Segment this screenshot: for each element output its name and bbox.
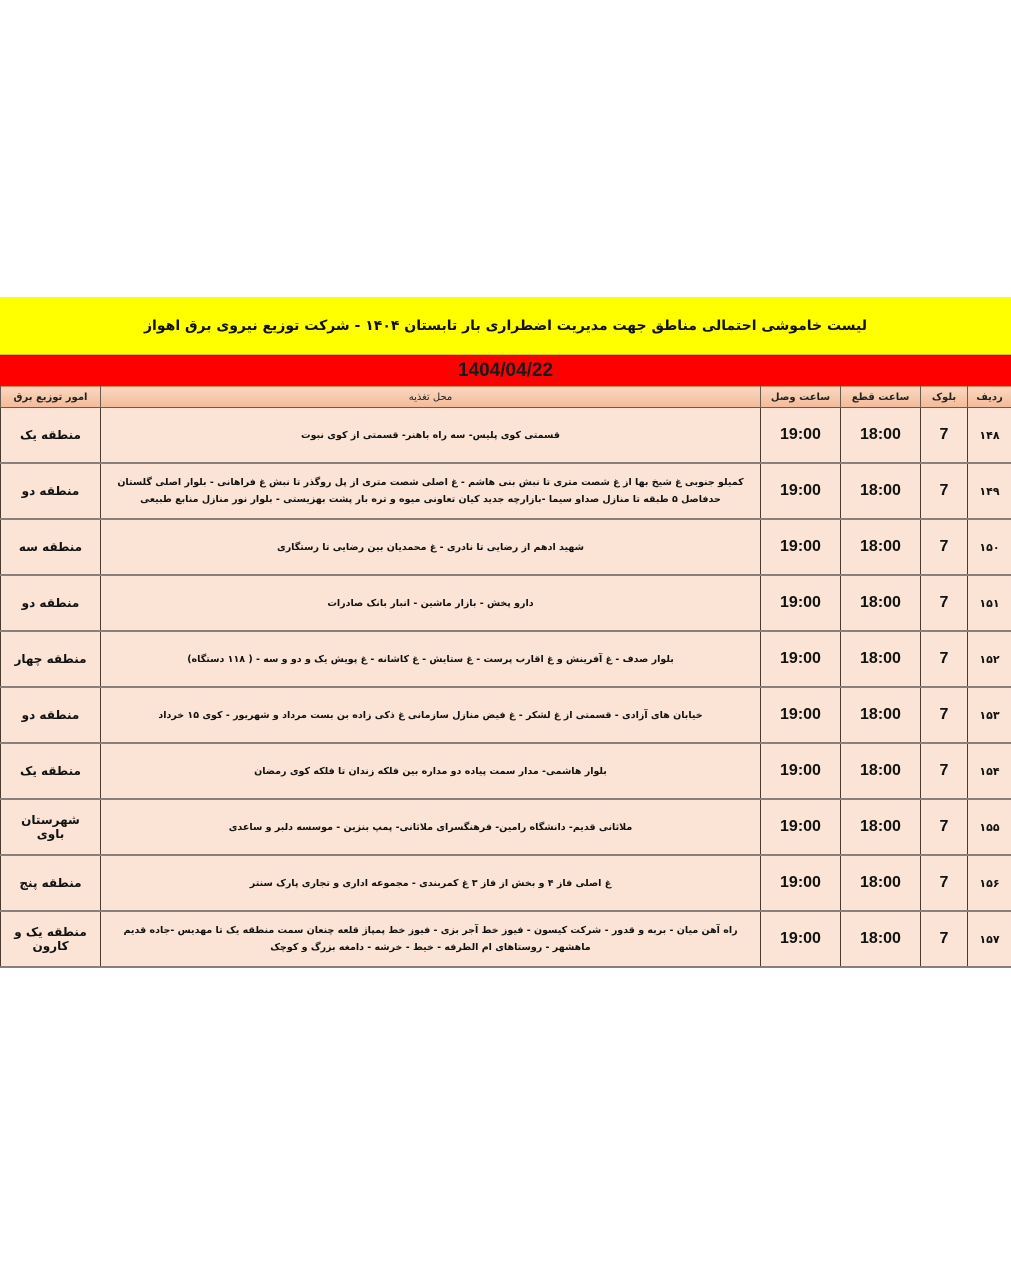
distribution-area: منطقه سه	[1, 519, 101, 575]
table-row	[1, 519, 1011, 575]
distribution-area: منطقه پنج	[1, 855, 101, 911]
off-time: 18:00	[841, 799, 921, 855]
row-number: ۱۵۶	[968, 855, 1011, 911]
block-number: 7	[921, 631, 968, 687]
on-time: 19:00	[761, 519, 841, 575]
table-row	[1, 631, 1011, 687]
table-row	[1, 687, 1011, 743]
feed-location: راه آهن میان - بربه و قدور - شرکت کیسون - فیوز خط آجر بزی - فیوز خط پمپاژ قلعه چنعان سمت منطقه یک تا مهدیس -جاده قدیم ماهشهر - روستاهای ام الطرفه - خیط - خرشه - دامغه بزرگ و کوچک	[101, 911, 761, 967]
header-area: امور توزیع برق	[1, 387, 101, 408]
distribution-area: منطقه یک و کارون	[1, 911, 101, 967]
row-number: ۱۴۸	[968, 408, 1011, 464]
off-time: 18:00	[841, 519, 921, 575]
date-band	[0, 355, 1011, 386]
distribution-area: منطقه یک	[1, 408, 101, 464]
distribution-area: شهرستان باوی	[1, 799, 101, 855]
table-header-row	[1, 387, 1011, 408]
header-on-time: ساعت وصل	[761, 387, 841, 408]
row-number: ۱۴۹	[968, 463, 1011, 519]
table-row	[1, 575, 1011, 631]
document-title: لیست خاموشی احتمالی مناطق جهت مدیریت اضطراری بار تابستان ۱۴۰۴ - شرکت توزیع نیروی برق اهواز	[144, 317, 868, 334]
block-number: 7	[921, 743, 968, 799]
row-number: ۱۵۰	[968, 519, 1011, 575]
on-time: 19:00	[761, 631, 841, 687]
feed-location: قسمتی کوی پلیس- سه راه باهنر- قسمتی از کوی نبوت	[101, 408, 761, 464]
distribution-area: منطقه دو	[1, 687, 101, 743]
row-number: ۱۵۵	[968, 799, 1011, 855]
distribution-area: منطقه دو	[1, 575, 101, 631]
header-block: بلوک	[921, 387, 968, 408]
distribution-area: منطقه یک	[1, 743, 101, 799]
document-title-band	[0, 297, 1011, 355]
row-number: ۱۵۲	[968, 631, 1011, 687]
on-time: 19:00	[761, 855, 841, 911]
on-time: 19:00	[761, 911, 841, 967]
on-time: 19:00	[761, 743, 841, 799]
on-time: 19:00	[761, 408, 841, 464]
table-row	[1, 911, 1011, 967]
block-number: 7	[921, 799, 968, 855]
schedule-date: 1404/04/22	[457, 360, 554, 381]
on-time: 19:00	[761, 687, 841, 743]
table-row	[1, 799, 1011, 855]
off-time: 18:00	[841, 575, 921, 631]
header-location: محل تغذیه	[101, 387, 761, 408]
on-time: 19:00	[761, 463, 841, 519]
header-row-number: ردیف	[968, 387, 1011, 408]
off-time: 18:00	[841, 687, 921, 743]
off-time: 18:00	[841, 408, 921, 464]
row-number: ۱۵۷	[968, 911, 1011, 967]
feed-location: دارو پخش - بازار ماشین - انبار بانک صادرات	[101, 575, 761, 631]
off-time: 18:00	[841, 855, 921, 911]
table-row	[1, 463, 1011, 519]
feed-location: بلوار هاشمی- مدار سمت پیاده دو مداره بین فلکه زندان تا فلکه کوی رمضان	[101, 743, 761, 799]
on-time: 19:00	[761, 575, 841, 631]
table-row	[1, 855, 1011, 911]
off-time: 18:00	[841, 743, 921, 799]
outage-schedule-sheet	[0, 297, 1011, 968]
table-row	[1, 408, 1011, 464]
feed-location: خیابان های آزادی - قسمتی از غ لشکر - غ فیض منازل سازمانی غ ذکی زاده بن بست مرداد و شهریور - کوی ۱۵ خرداد	[101, 687, 761, 743]
feed-location: شهید ادهم از رضایی تا نادری - غ محمدیان بین رضایی تا رستگاری	[101, 519, 761, 575]
block-number: 7	[921, 575, 968, 631]
row-number: ۱۵۳	[968, 687, 1011, 743]
block-number: 7	[921, 463, 968, 519]
feed-location: ملاثانی قدیم- دانشگاه رامین- فرهنگسرای ملاثانی- پمپ بنزین - موسسه دلبر و ساعدی	[101, 799, 761, 855]
header-off-time: ساعت قطع	[841, 387, 921, 408]
outage-table	[0, 386, 1011, 968]
table-row	[1, 743, 1011, 799]
off-time: 18:00	[841, 631, 921, 687]
off-time: 18:00	[841, 463, 921, 519]
feed-location: بلوار صدف - غ آفرینش و غ اقارب پرست - غ ستایش - غ کاشانه - غ پویش یک و دو و سه - ( ۱۱۸ دستگاه)	[101, 631, 761, 687]
feed-location: غ اصلی فاز ۴ و بخش از فاز ۳ غ کمربندی - مجموعه اداری و تجاری پارک سنتر	[101, 855, 761, 911]
row-number: ۱۵۱	[968, 575, 1011, 631]
off-time: 18:00	[841, 911, 921, 967]
block-number: 7	[921, 687, 968, 743]
row-number: ۱۵۴	[968, 743, 1011, 799]
block-number: 7	[921, 408, 968, 464]
distribution-area: منطقه چهار	[1, 631, 101, 687]
distribution-area: منطقه دو	[1, 463, 101, 519]
block-number: 7	[921, 911, 968, 967]
on-time: 19:00	[761, 799, 841, 855]
block-number: 7	[921, 519, 968, 575]
feed-location: کمیلو جنوبی غ شیخ بها از غ شصت متری تا نبش بنی هاشم - غ اصلی شصت متری از پل روگذر تا نبش غ فراهانی - بلوار اصلی گلستان حدفاصل ۵ طبقه تا منازل صداو سیما -بازارچه جدید کیان تعاونی میوه و تره بار پشت بهزیستی - بلوار نور منازل منابع طبیعی	[101, 463, 761, 519]
block-number: 7	[921, 855, 968, 911]
